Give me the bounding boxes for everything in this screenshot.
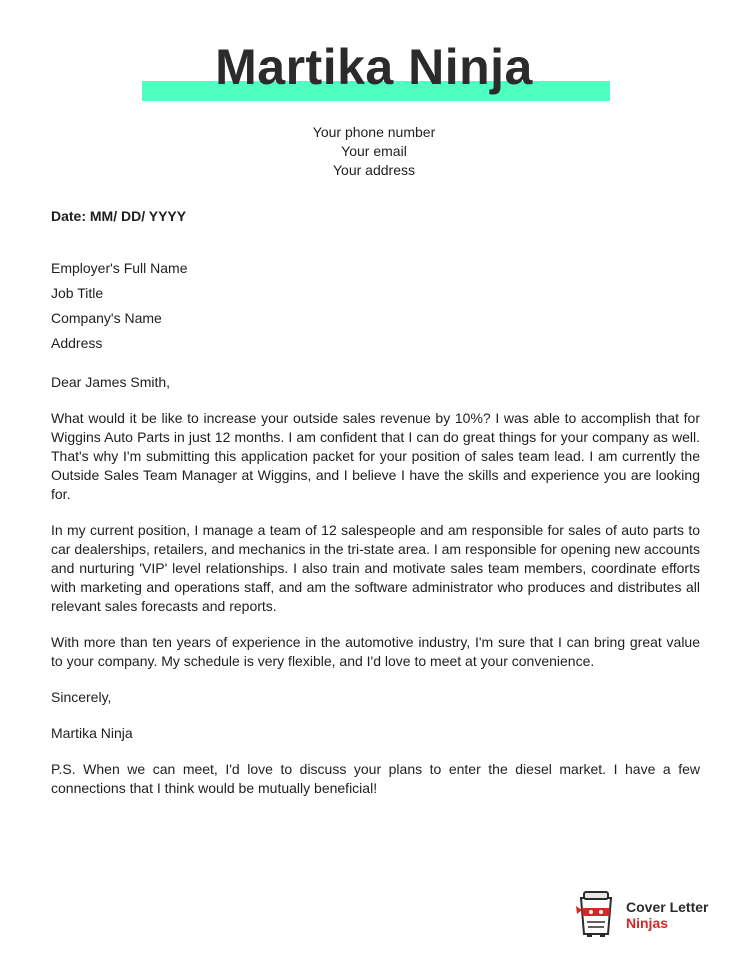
contact-block: [0, 123, 748, 180]
contact-phone: Your phone number: [312, 124, 436, 140]
salutation: Dear James Smith,: [51, 374, 171, 390]
logo-wordmark: [626, 899, 708, 931]
employer-company: Company's Name: [51, 310, 162, 326]
logo-line-2: Ninjas: [626, 915, 669, 931]
employer-full-name: Employer's Full Name: [51, 260, 188, 276]
employer-job-title: Job Title: [51, 285, 104, 301]
letter-date: Date: MM/ DD/ YYYY: [51, 208, 187, 224]
applicant-name: Martika Ninja: [215, 39, 533, 95]
contact-email: Your email: [341, 143, 407, 159]
body-paragraph-2: In my current position, I manage a team of 12 salespeople and am responsible for sales of auto parts to car dealerships, retailers, and mechanics in the tri-state area. I am responsible for opening new accounts and nurturing 'VIP' level relationships. I also train and motivate sales team members, coordinate efforts with marketing and operations staff, and am the software administrator who produces and distributes all relevant sales forecasts and reports.: [51, 522, 701, 614]
contact-address: Your address: [333, 162, 415, 178]
cover-letter-ninjas-logo: [575, 890, 725, 938]
letter-body: [51, 373, 700, 815]
postscript: P.S. When we can meet, I'd love to discuss your plans to enter the diesel market. I have a few connections that I think would be mutually beneficial!: [51, 761, 700, 796]
logo-line-1: Cover Letter: [626, 899, 709, 915]
signature: Martika Ninja: [51, 725, 133, 741]
body-paragraph-3: With more than ten years of experience in the automotive industry, I'm sure that I can bring great value to your company. My schedule is very flexible, and I'd love to meet at your convenience.: [51, 634, 700, 669]
body-paragraph-1: What would it be like to increase your outside sales revenue by 10%? I was able to accomplish that for Wiggins Auto Parts in just 12 months. I am confident that I can do great things for your company as well. That's why I'm submitting this application packet for your position of sales team lead. I am currently the Outside Sales Team Manager at Wiggins, and I believe I have the skills and experience you are looking for.: [51, 410, 700, 502]
employer-address: Address: [51, 335, 103, 351]
ninja-mascot-icon: [575, 890, 617, 938]
employer-block: [51, 256, 188, 356]
closing: Sincerely,: [51, 689, 112, 705]
